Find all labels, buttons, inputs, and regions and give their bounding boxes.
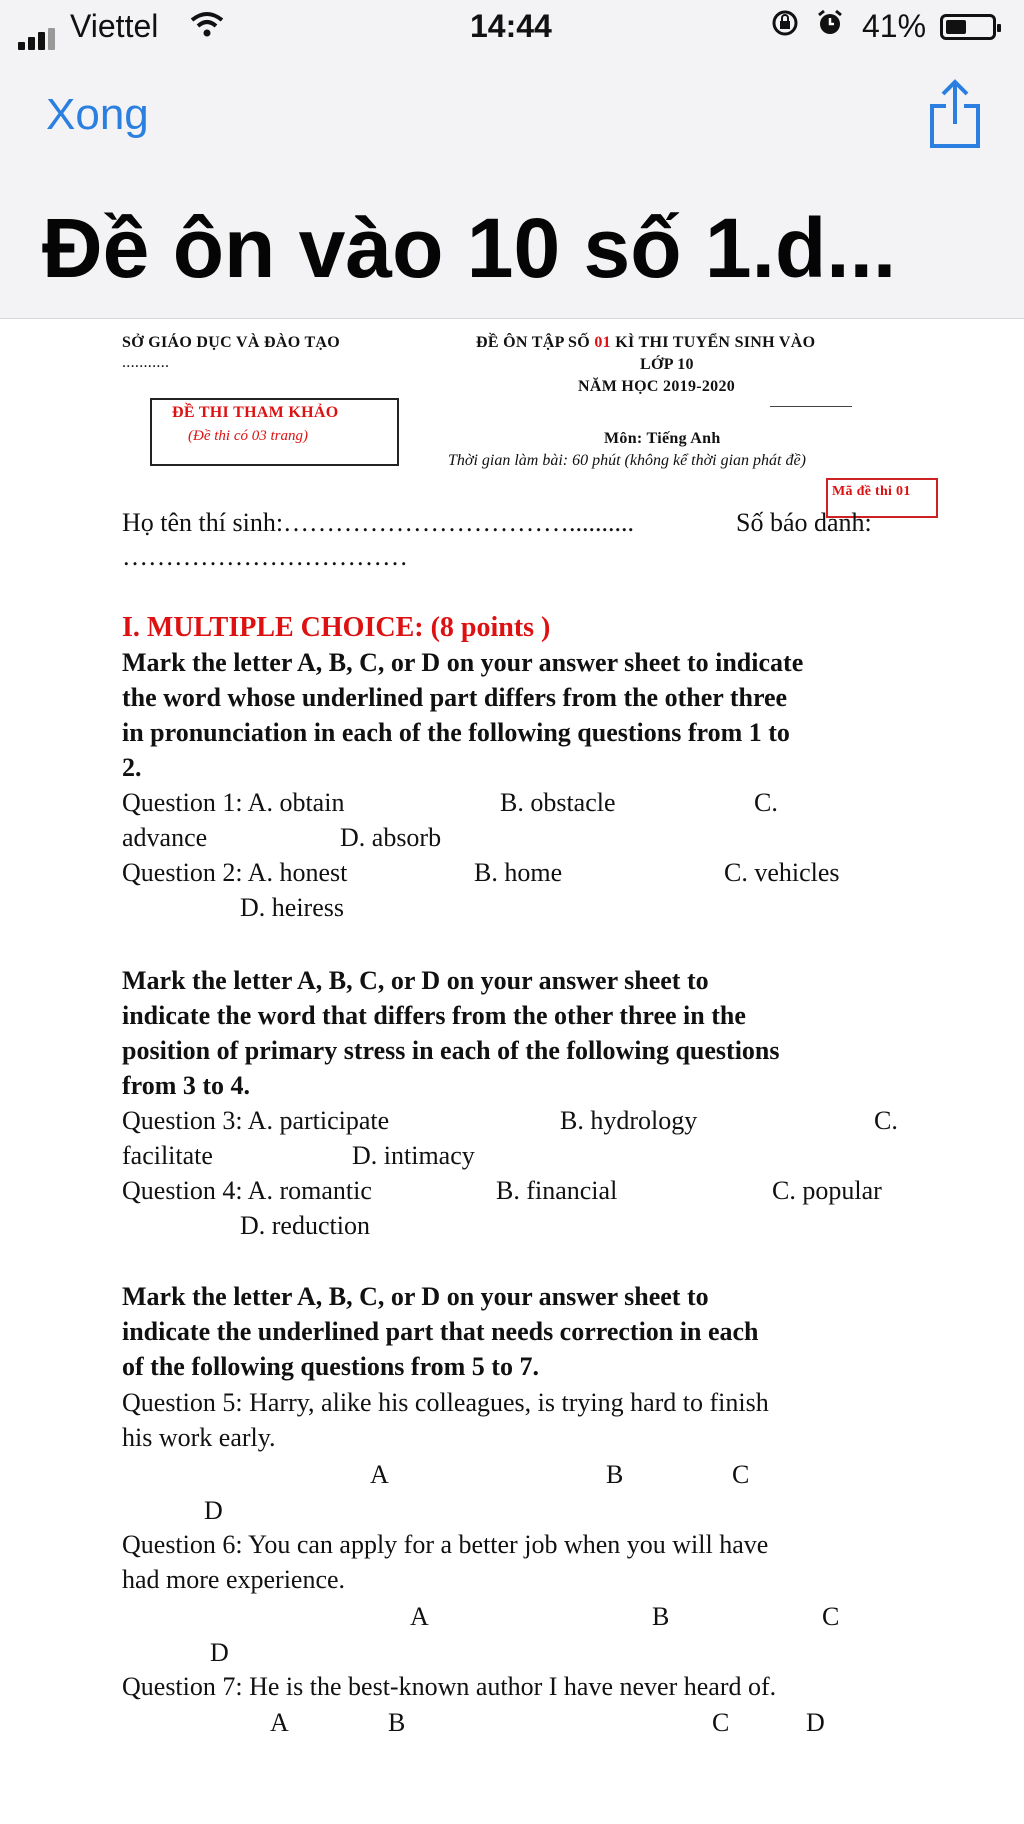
question-label: Question 1: A. bbox=[122, 788, 273, 817]
option-c: C. bbox=[874, 1106, 898, 1135]
option-b: B. obstacle bbox=[500, 788, 616, 817]
grade: LỚP 10 bbox=[640, 356, 694, 373]
question-label: Question 5: bbox=[122, 1388, 243, 1417]
instruction-line: of the following questions from 5 to 7. bbox=[122, 1352, 539, 1381]
marker-d: D bbox=[210, 1638, 229, 1667]
question-3: Question 3: A. participate bbox=[122, 1106, 390, 1135]
question-7 bbox=[122, 1672, 776, 1702]
exam-code: Mã đề thi 01 bbox=[832, 484, 911, 499]
option-c: C. bbox=[754, 788, 778, 817]
orientation-lock-icon bbox=[770, 8, 800, 45]
marker-b: B bbox=[606, 1460, 624, 1489]
candidate-name-line: Họ tên thí sinh:…………………………….......... bbox=[122, 508, 635, 537]
question-text: Harry, alike his colleagues, is trying hard to finish bbox=[249, 1388, 769, 1417]
instruction-line: position of primary stress in each of the following questions bbox=[122, 1036, 780, 1065]
question-text: He is the best-known author I have never heard of. bbox=[249, 1672, 777, 1701]
org-name: SỞ GIÁO DỤC VÀ ĐÀO TẠO bbox=[122, 334, 341, 351]
question-1 bbox=[122, 788, 344, 818]
marker-b: B bbox=[388, 1708, 406, 1737]
instruction-line: in pronunciation in each of the following questions from 1 to bbox=[122, 718, 790, 747]
instruction-line: from 3 to 4. bbox=[122, 1071, 251, 1100]
marker-c: C bbox=[712, 1708, 730, 1737]
question-4: Question 4: A. romantic bbox=[122, 1176, 372, 1205]
option-c: C. popular bbox=[772, 1176, 882, 1205]
option-b: B. financial bbox=[496, 1176, 618, 1205]
marker-b: B bbox=[652, 1602, 670, 1631]
marker-d: D bbox=[806, 1708, 825, 1737]
exam-label: ĐỀ THI THAM KHẢO bbox=[172, 404, 339, 421]
status-bar bbox=[0, 8, 1024, 50]
question-label: Question 6: bbox=[122, 1530, 243, 1559]
option-d: D. reduction bbox=[240, 1211, 370, 1240]
marker-a: A bbox=[410, 1602, 429, 1631]
exam-title-prefix: ĐỀ ÔN TẬP SỐ bbox=[476, 334, 590, 351]
option-c: C. vehicles bbox=[724, 858, 840, 887]
option-a: obtain bbox=[279, 788, 345, 817]
document-page bbox=[0, 320, 1024, 1824]
question-5 bbox=[122, 1388, 769, 1418]
option-d: D. heiress bbox=[240, 893, 344, 922]
marker-c: C bbox=[822, 1602, 840, 1631]
option-d: D. absorb bbox=[340, 823, 442, 852]
dots-line: …………………………… bbox=[122, 542, 408, 571]
question-text: had more experience. bbox=[122, 1565, 346, 1594]
divider bbox=[770, 406, 852, 407]
carrier-name: Viettel bbox=[70, 8, 159, 44]
instruction-line: Mark the letter A, B, C, or D on your answer sheet to bbox=[122, 1282, 709, 1311]
marker-a: A bbox=[370, 1460, 389, 1489]
org-dots: ........... bbox=[122, 354, 170, 371]
school-year: NĂM HỌC 2019-2020 bbox=[578, 378, 736, 395]
instruction-line: Mark the letter A, B, C, or D on your answer sheet to indicate bbox=[122, 648, 804, 677]
instruction-line: Mark the letter A, B, C, or D on your answer sheet to bbox=[122, 966, 709, 995]
exam-number: 01 bbox=[594, 334, 611, 351]
marker-d: D bbox=[204, 1496, 223, 1525]
instruction-line: 2. bbox=[122, 753, 142, 782]
share-icon[interactable] bbox=[926, 78, 984, 150]
question-2 bbox=[122, 858, 347, 888]
wifi-icon bbox=[190, 10, 224, 46]
marker-c: C bbox=[732, 1460, 750, 1489]
document-title: Đề ôn vào 10 số 1.d... bbox=[42, 201, 897, 295]
battery-icon bbox=[940, 14, 996, 40]
done-button[interactable]: Xong bbox=[46, 90, 149, 139]
alarm-icon bbox=[815, 8, 845, 45]
instruction-line: the word whose underlined part differs from the other three bbox=[122, 683, 788, 712]
option-d: D. intimacy bbox=[352, 1141, 475, 1170]
option-b: B. hydrology bbox=[560, 1106, 698, 1135]
exam-title-suffix: KÌ THI TUYỂN SINH VÀO bbox=[615, 334, 816, 351]
question-text: You can apply for a better job when you will have bbox=[248, 1530, 769, 1559]
question-label: Question 2: A. bbox=[122, 858, 273, 887]
document-viewer-header bbox=[0, 0, 1024, 319]
battery-percent: 41% bbox=[862, 8, 927, 44]
option-c-continued: facilitate bbox=[122, 1141, 213, 1170]
time-note: Thời gian làm bài: 60 phút (không kể thời gian phát đề) bbox=[448, 452, 806, 469]
question-text: his work early. bbox=[122, 1423, 276, 1452]
option-a: honest bbox=[279, 858, 348, 887]
marker-a: A bbox=[270, 1708, 289, 1737]
exam-title bbox=[476, 334, 815, 352]
instruction-line: indicate the word that differs from the other three in the bbox=[122, 1001, 746, 1030]
status-time: 14:44 bbox=[470, 8, 552, 44]
question-label: Question 7: bbox=[122, 1672, 243, 1701]
instruction-line: indicate the underlined part that needs correction in each bbox=[122, 1317, 759, 1346]
candidate-id-label: Số báo danh: bbox=[736, 508, 872, 537]
exam-pages: (Đề thi có 03 trang) bbox=[188, 428, 308, 444]
option-c-continued: advance bbox=[122, 823, 208, 852]
section-heading: I. MULTIPLE CHOICE: (8 points ) bbox=[122, 612, 551, 643]
option-b: B. home bbox=[474, 858, 563, 887]
question-6 bbox=[122, 1530, 768, 1560]
subject: Môn: Tiếng Anh bbox=[604, 430, 721, 447]
